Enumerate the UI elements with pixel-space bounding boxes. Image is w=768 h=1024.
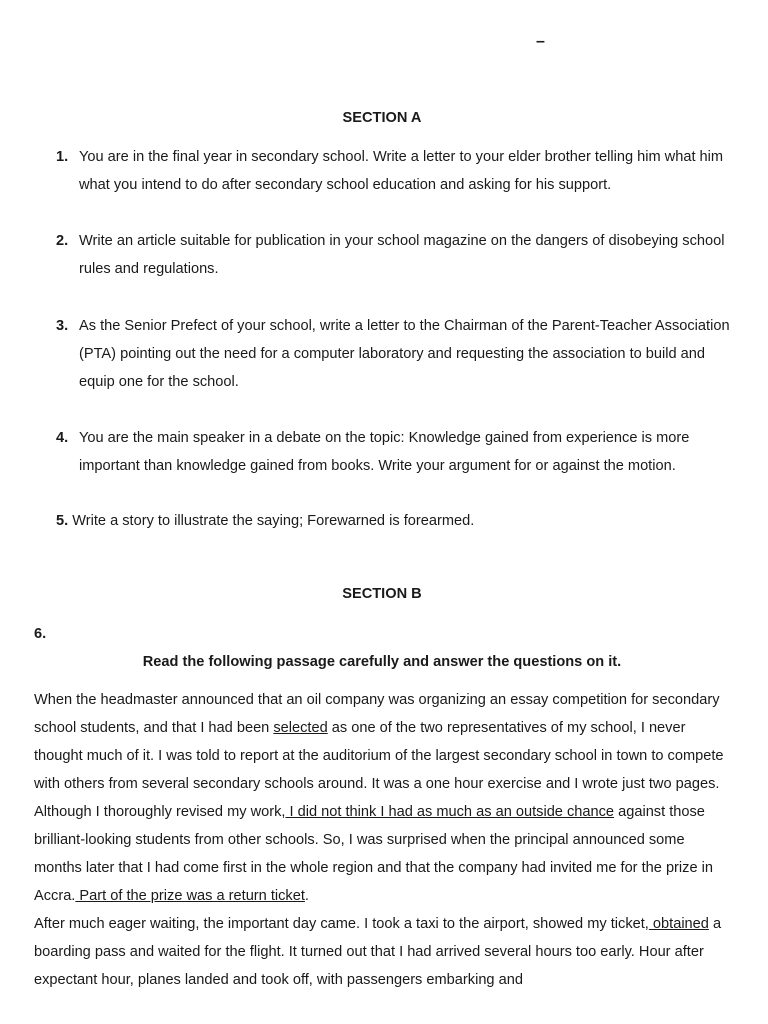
underlined-phrase: Part of the prize was a return ticket bbox=[75, 888, 305, 904]
question-number: 2. bbox=[56, 233, 69, 249]
question-2 bbox=[56, 227, 736, 283]
question-number: 3. bbox=[56, 318, 69, 334]
section-b-heading: SECTION B bbox=[342, 586, 422, 602]
header-dash: – bbox=[536, 33, 545, 50]
question-text: You are in the final year in secondary school. Write a letter to your elder brother telling him what him what you intend to do after secondary school education and asking for his support. bbox=[79, 149, 724, 193]
passage-text: against those brilliant-looking students from other schools. So, I was surprised when the principal announced some months later that I had come first in the whole region and that the company had invited me for the prize in Accra. bbox=[34, 804, 713, 904]
passage-paragraph-1 bbox=[34, 686, 734, 910]
question-6-number: 6. bbox=[34, 626, 47, 642]
passage-instruction: Read the following passage carefully and answer the questions on it. bbox=[142, 654, 622, 670]
comprehension-passage bbox=[34, 686, 734, 994]
passage-text: as one of the two representatives of my school, I never thought much of it. I was told to report at the auditorium of the largest secondary school in town to compete with others from several secondary schools around. It was a one hour exercise and I wrote just two pages. Although I thoroughly revised my work, bbox=[34, 720, 724, 820]
passage-paragraph-2 bbox=[34, 910, 734, 994]
passage-text: a boarding pass and waited for the flight. It turned out that I had arrived several hours too early. Hour after expectant hour, planes landed and took off, with passengers embarking and bbox=[34, 916, 722, 988]
question-text: As the Senior Prefect of your school, write a letter to the Chairman of the Parent-Teacher Association (PTA) pointing out the need for a computer laboratory and requesting the association to build and equip one for the school. bbox=[79, 318, 730, 390]
question-text: Write a story to illustrate the saying; Forewarned is forearmed. bbox=[72, 513, 475, 529]
passage-text: When the headmaster announced that an oil company was organizing an essay competition for secondary school students, and that I had been bbox=[34, 692, 720, 736]
question-number: 5. bbox=[56, 513, 69, 529]
underlined-phrase: obtained bbox=[648, 916, 709, 932]
underlined-phrase: selected bbox=[273, 720, 328, 736]
question-4 bbox=[56, 424, 736, 480]
question-text: Write an article suitable for publication in your school magazine on the dangers of disobeying school rules and regulations. bbox=[79, 233, 725, 277]
question-3 bbox=[56, 312, 736, 396]
question-number: 1. bbox=[56, 149, 69, 165]
passage-text: . bbox=[304, 888, 309, 904]
underlined-phrase: I did not think I had as much as an outside chance bbox=[285, 804, 615, 820]
section-a-heading: SECTION A bbox=[342, 110, 422, 126]
question-number: 4. bbox=[56, 430, 69, 446]
question-5 bbox=[56, 507, 474, 535]
question-text: You are the main speaker in a debate on the topic: Knowledge gained from experience is more important than knowledge gained from books. Write your argument for or against the motion. bbox=[79, 430, 690, 474]
passage-text: After much eager waiting, the important day came. I took a taxi to the airport, showed my ticket, bbox=[34, 916, 649, 932]
question-1 bbox=[56, 143, 736, 199]
